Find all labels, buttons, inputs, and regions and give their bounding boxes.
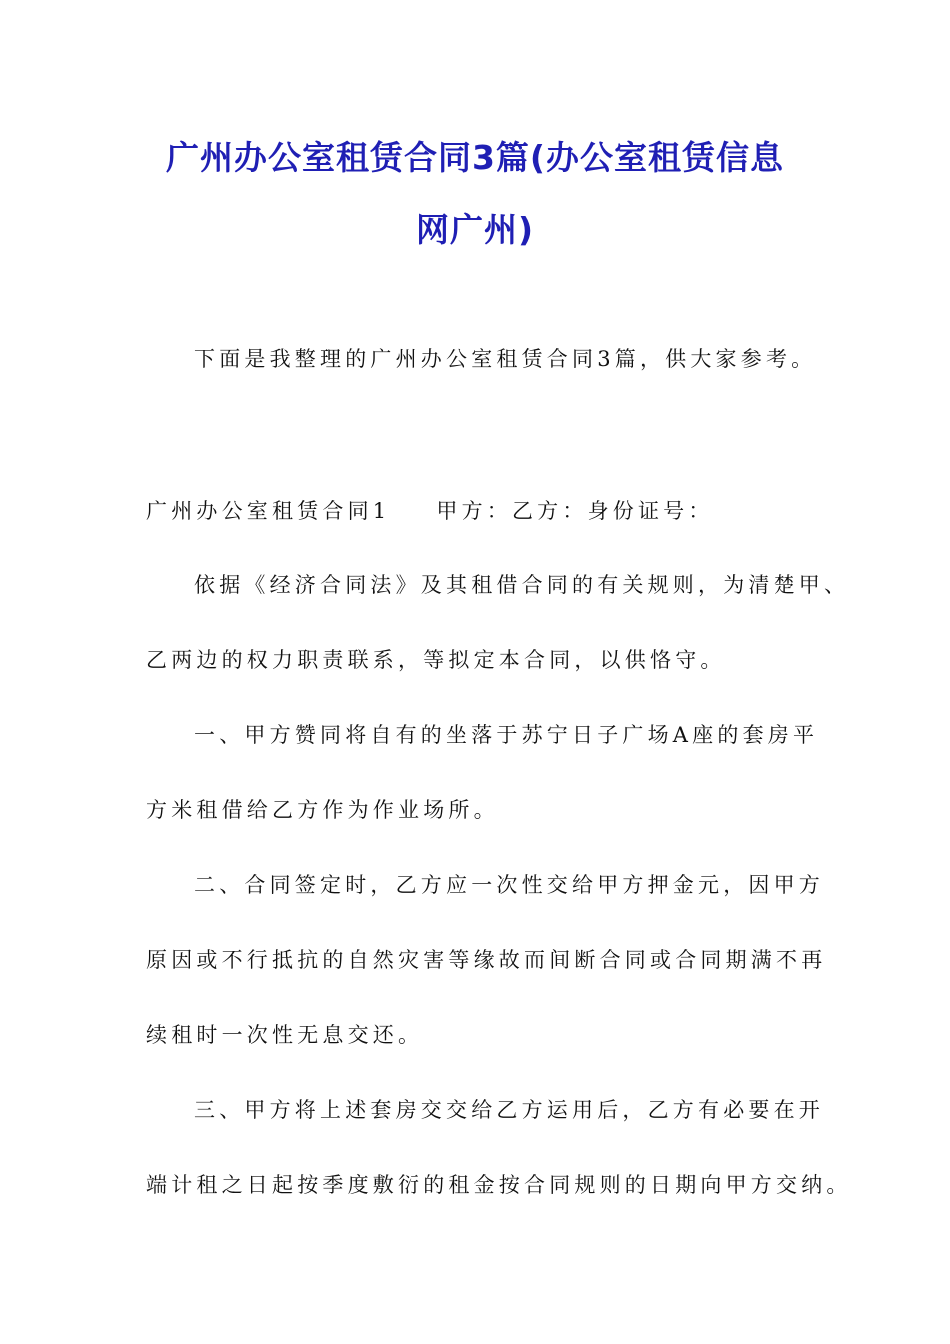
body-line: 依据《经济合同法》及其租借合同的有关规则，为清楚甲、 bbox=[194, 573, 850, 597]
clause-1-line: 方米租借给乙方作为作业场所。 bbox=[146, 798, 499, 822]
clause-2-line: 二、合同签定时，乙方应一次性交给甲方押金元，因甲方 bbox=[194, 873, 824, 897]
clause-1-line: 一、甲方赞同将自有的坐落于苏宁日子广场A座的套房平 bbox=[194, 723, 819, 747]
contract-1-header bbox=[146, 496, 714, 526]
document-title-line-1: 广州办公室租赁合同3篇(办公室租赁信息 bbox=[165, 138, 785, 177]
clause-2-line: 原因或不行抵抗的自然灾害等缘故而间断合同或合同期满不再 bbox=[146, 948, 827, 972]
intro-paragraph: 下面是我整理的广州办公室租赁合同3篇，供大家参考。 bbox=[194, 347, 817, 371]
contract-1-heading: 广州办公室租赁合同1 bbox=[146, 499, 391, 523]
clause-3-line: 三、甲方将上述套房交交给乙方运用后，乙方有必要在开 bbox=[194, 1098, 824, 1122]
clause-2-line: 续租时一次性无息交还。 bbox=[146, 1023, 424, 1047]
body-line: 乙两边的权力职责联系，等拟定本合同，以供恪守。 bbox=[146, 648, 726, 672]
clause-3-line: 端计租之日起按季度敷衍的租金按合同规则的日期向甲方交纳。 bbox=[146, 1173, 852, 1197]
document-title-line-2: 网广州) bbox=[415, 210, 535, 249]
contract-1-parties: 甲方：乙方：身份证号： bbox=[436, 499, 714, 523]
